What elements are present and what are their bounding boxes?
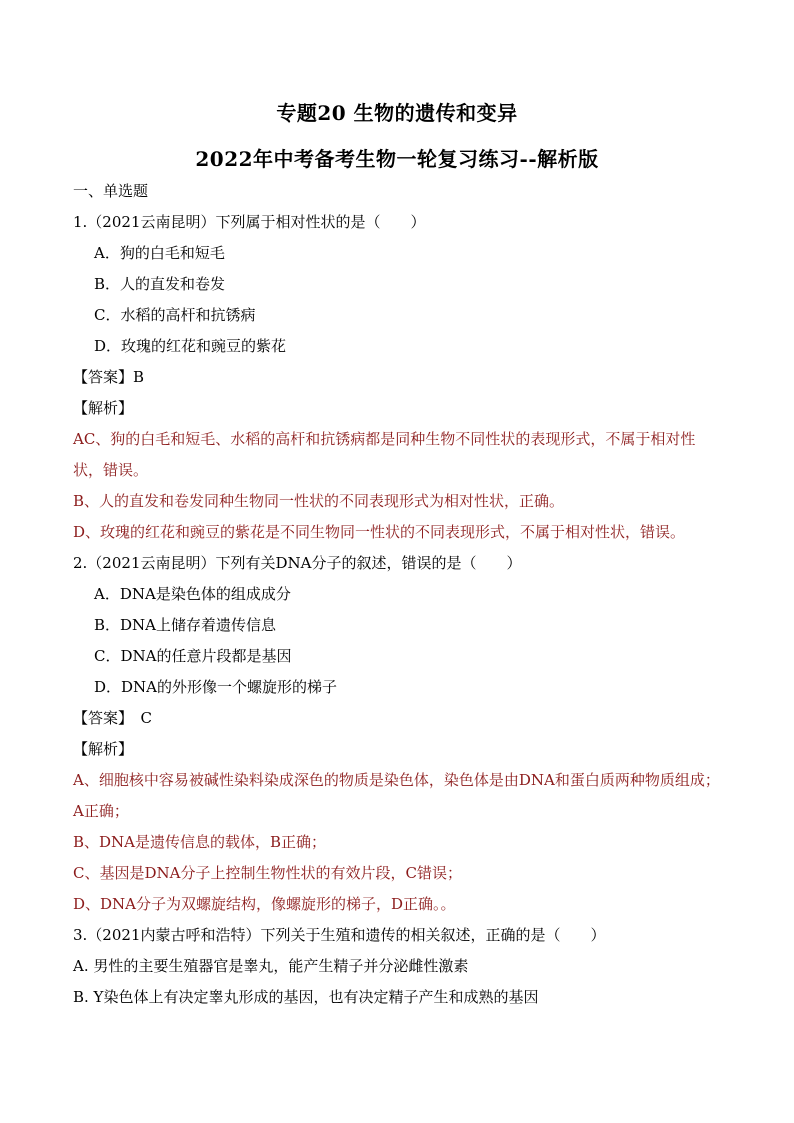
question-1-option-a: A．狗的白毛和短毛	[94, 244, 225, 262]
question-1-analysis-label: 【解析】	[73, 399, 134, 417]
question-2-answer: 【答案】 C	[73, 709, 152, 727]
question-3-option-b: B. Y染色体上有决定睾丸形成的基因，也有决定精子产生和成熟的基因	[73, 988, 539, 1006]
question-2-analysis-label: 【解析】	[73, 740, 134, 758]
question-1-analysis-ac: AC、狗的白毛和短毛、水稻的高杆和抗锈病都是同种生物不同性状的表现形式，不属于相对性状，错误。	[73, 430, 696, 479]
question-3-option-a: A. 男性的主要生殖器官是睾丸，能产生精子并分泌雌性激素	[73, 957, 469, 975]
question-2-option-c: C．DNA的任意片段都是基因	[94, 647, 292, 665]
question-2-analysis-a: A、细胞核中容易被碱性染料染成深色的物质是染色体，染色体是由DNA和蛋白质两种物质组成；A正确；	[73, 771, 720, 820]
question-2-analysis-b: B、DNA是遗传信息的载体，B正确；	[73, 833, 327, 851]
question-1-analysis-d: D、玫瑰的红花和豌豆的紫花是不同生物同一性状的不同表现形式，不属于相对性状，错误。	[73, 523, 686, 541]
section-heading: 一、单选题	[73, 182, 149, 200]
question-1-option-b: B．人的直发和卷发	[94, 275, 226, 293]
question-2-option-a: A．DNA是染色体的组成成分	[94, 585, 291, 603]
question-2-stem: 2.（2021云南昆明）下列有关DNA分子的叙述，错误的是（ ）	[73, 554, 522, 572]
question-2-option-b: B．DNA上储存着遗传信息	[94, 616, 277, 634]
question-2-analysis-c: C、基因是DNA分子上控制生物性状的有效片段，C错误；	[73, 864, 462, 882]
question-1-stem: 1.（2021云南昆明）下列属于相对性状的是（ ）	[73, 213, 426, 231]
question-2-analysis-d: D、DNA分子为双螺旋结构，像螺旋形的梯子，D正确。。	[73, 895, 456, 913]
question-1-analysis-b: B、人的直发和卷发同种生物同一性状的不同表现形式为相对性状，正确。	[73, 492, 565, 510]
document-subtitle: 2022年中考备考生物一轮复习练习--解析版	[195, 147, 599, 171]
document-title: 专题20 生物的遗传和变异	[276, 101, 518, 125]
question-2-option-d: D．DNA的外形像一个螺旋形的梯子	[94, 678, 338, 696]
question-1-option-d: D．玫瑰的红花和豌豆的紫花	[94, 337, 287, 355]
question-1-answer: 【答案】B	[73, 368, 145, 386]
question-1-option-c: C．水稻的高杆和抗锈病	[94, 306, 256, 324]
question-3-stem: 3.（2021内蒙古呼和浩特）下列关于生殖和遗传的相关叙述，正确的是（ ）	[73, 926, 606, 944]
